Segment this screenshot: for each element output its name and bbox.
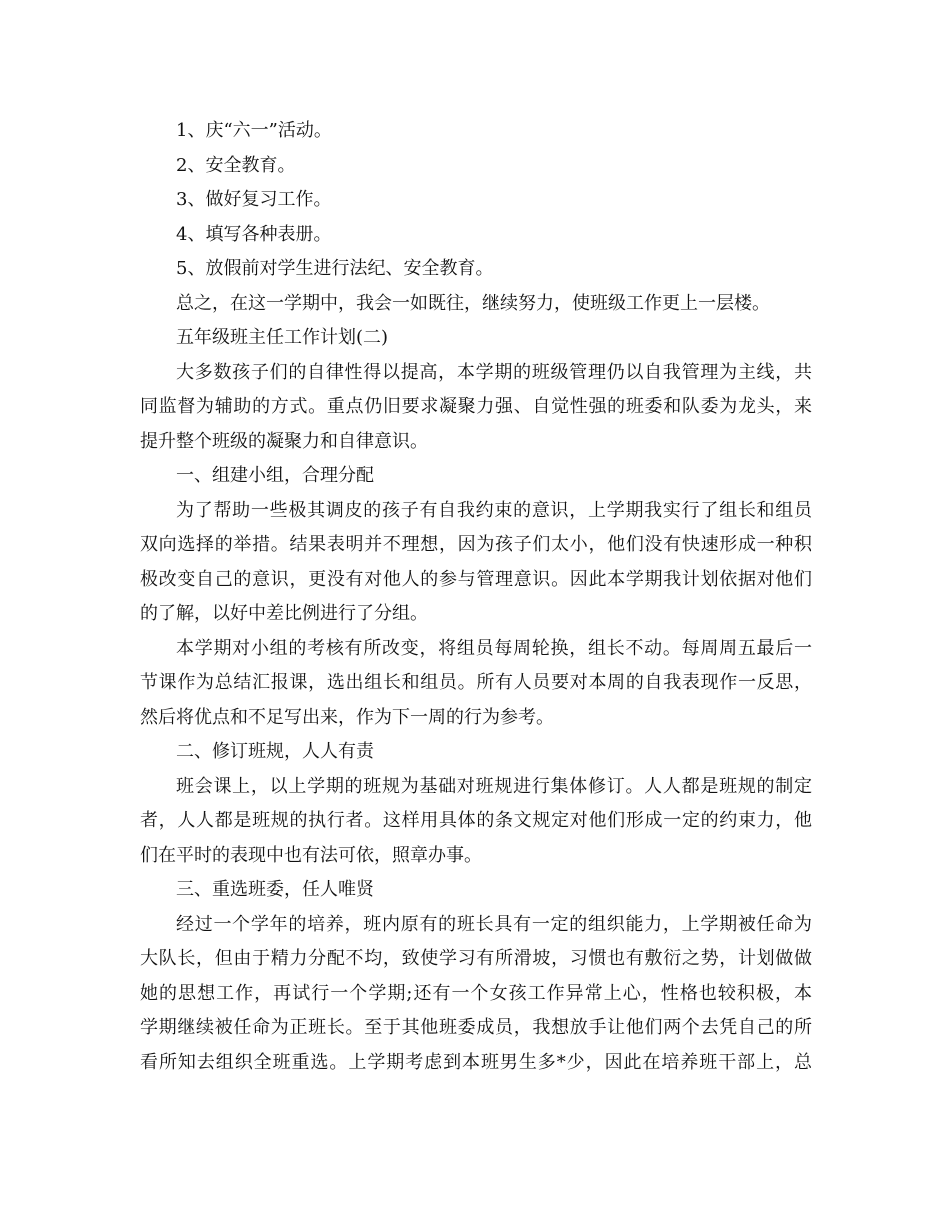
text-line: 5、放假前对学生进行法纪、安全教育。 [176, 258, 494, 279]
text-line: 提升整个班级的凝聚力和自律意识。 [140, 430, 428, 452]
document-body [140, 114, 812, 1080]
text-line: 4、填写各种表册。 [176, 223, 332, 245]
text-line: 者，人人都是班规的执行者。这样用具体的条文规定对他们形成一定的约束力，他 [140, 810, 812, 831]
text-line: 3、做好复习工作。 [176, 189, 332, 210]
text-line: 本学期对小组的考核有所改变，将组员每周轮换，组长不动。每周周五最后一 [176, 637, 812, 659]
text-line: 为了帮助一些极其调皮的孩子有自我约束的意识，上学期我实行了组长和组员 [176, 499, 812, 521]
text-line: 们在平时的表现中也有法可依，照章办事。 [140, 844, 482, 866]
text-line: 大多数孩子们的自律性得以提高，本学期的班级管理仍以自我管理为主线，共 [176, 361, 812, 383]
text-line: 双向选择的举措。结果表明并不理想，因为孩子们太小，他们没有快速形成一种积 [140, 534, 812, 555]
text-line: 2、安全教育。 [176, 154, 296, 176]
text-line: 总之，在这一学期中，我会一如既往，继续努力，使班级工作更上一层楼。 [176, 292, 770, 314]
text-line: 节课作为总结汇报课，选出组长和组员。所有人员要对本周的自我表现作一反思， [140, 672, 812, 693]
text-line: 一、组建小组，合理分配 [176, 465, 374, 486]
text-line: 学期继续被任命为正班长。至于其他班委成员，我想放手让他们两个去凭自己的所 [140, 1017, 812, 1038]
text-line: 大队长，但由于精力分配不均，致使学习有所滑坡，习惯也有敷衍之势，计划做做 [140, 948, 812, 969]
text-line: 班会课上，以上学期的班规为基础对班规进行集体修订。人人都是班规的制定 [176, 775, 812, 797]
text-line: 三、重选班委，任人唯贤 [176, 879, 374, 900]
text-line: 极改变自己的意识，更没有对他人的参与管理意识。因此本学期我计划依据对他们 [140, 568, 812, 590]
text-line: 五年级班主任工作计划(二) [176, 327, 389, 348]
text-line: 1、庆“六一”活动。 [176, 120, 332, 141]
text-line: 看所知去组织全班重选。上学期考虑到本班男生多*少，因此在培养班干部上，总 [140, 1051, 812, 1073]
text-line: 的了解，以好中差比例进行了分组。 [140, 603, 428, 624]
text-line: 然后将优点和不足写出来，作为下一周的行为参考。 [140, 706, 554, 728]
text-line: 同监督为辅助的方式。重点仍旧要求凝聚力强、自觉性强的班委和队委为龙头，来 [140, 396, 812, 417]
text-line: 她的思想工作，再试行一个学期;还有一个女孩工作异常上心，性格也较积极，本 [140, 982, 812, 1004]
text-line: 经过一个学年的培养，班内原有的班长具有一定的组织能力，上学期被任命为 [176, 913, 812, 935]
text-line: 二、修订班规，人人有责 [176, 741, 374, 762]
